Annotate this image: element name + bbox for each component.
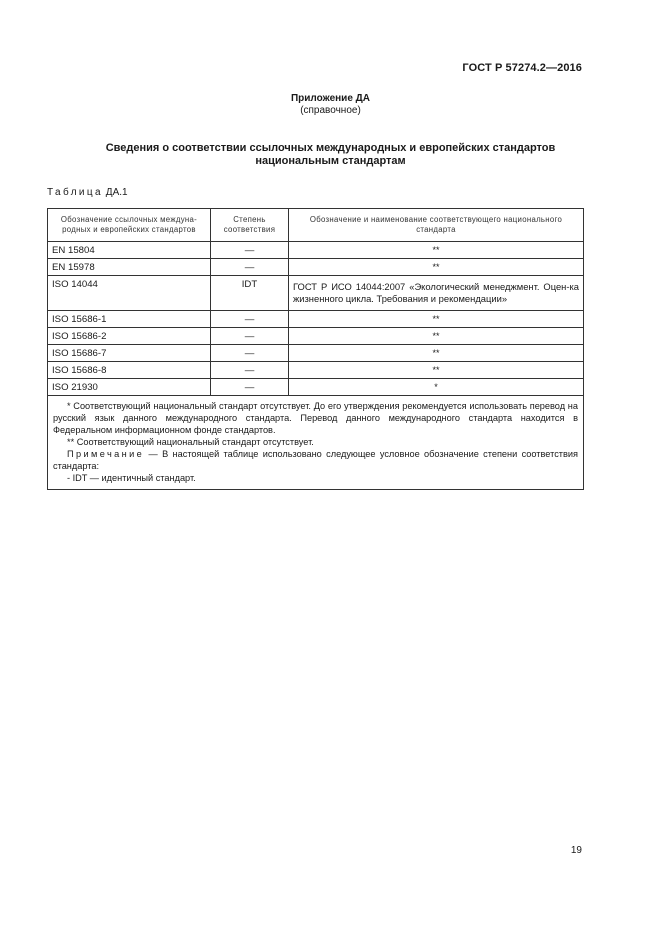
cell-code: ISO 14044 [48, 276, 211, 311]
cell-national: ** [289, 242, 584, 259]
cell-national: ** [289, 328, 584, 345]
cell-degree: — [211, 311, 289, 328]
cell-code: EN 15804 [48, 242, 211, 259]
note-label: Примечание [67, 449, 145, 459]
note-text: — В настоящей таблице использовано следующее условное обозначение степени соответствия стандарта: [53, 449, 578, 471]
section-heading-line-2: национальным стандартам [255, 155, 406, 167]
section-heading [60, 142, 601, 168]
page-number: 19 [570, 845, 582, 856]
cell-national: ** [289, 362, 584, 379]
correspondence-table [47, 208, 584, 490]
cell-code: ISO 15686-8 [48, 362, 211, 379]
section-heading-line-1: Сведения о соответствии ссылочных международных и европейских стандартов [105, 142, 556, 154]
table-row [48, 311, 584, 328]
table-row [48, 276, 584, 311]
appendix-header [0, 93, 661, 117]
cell-degree: — [211, 328, 289, 345]
cell-code: EN 15978 [48, 259, 211, 276]
cell-code: ISO 15686-7 [48, 345, 211, 362]
table-row [48, 259, 584, 276]
table-row [48, 345, 584, 362]
table-caption-number: ДА.1 [105, 187, 128, 198]
cell-national: ** [289, 345, 584, 362]
table-row [48, 362, 584, 379]
cell-national: * [289, 379, 584, 396]
table-caption [47, 187, 128, 198]
cell-degree: — [211, 379, 289, 396]
cell-degree: — [211, 259, 289, 276]
cell-degree: — [211, 345, 289, 362]
note-remark [53, 448, 578, 472]
header-reference-standard: Обозначение ссылочных междуна-родных и европейских стандартов [48, 209, 211, 242]
table-notes [48, 396, 584, 490]
table-caption-word: Таблица [47, 187, 104, 198]
document-code: ГОСТ Р 57274.2—2016 [462, 62, 582, 74]
table-header-row [48, 209, 584, 242]
table-row [48, 242, 584, 259]
cell-national: ГОСТ Р ИСО 14044:2007 «Экологический менеджмент. Оцен-ка жизненного цикла. Требования и рекомендации» [289, 276, 584, 311]
note-double-star: ** Соответствующий национальный стандарт отсутствует. [67, 437, 314, 447]
cell-degree: — [211, 242, 289, 259]
cell-code: ISO 15686-1 [48, 311, 211, 328]
table-row [48, 328, 584, 345]
note-idt: - IDT — идентичный стандарт. [67, 473, 196, 483]
cell-national: ** [289, 311, 584, 328]
header-degree: Степень соответствия [211, 209, 289, 242]
cell-degree: — [211, 362, 289, 379]
cell-code: ISO 21930 [48, 379, 211, 396]
cell-degree: IDT [211, 276, 289, 311]
header-national-standard: Обозначение и наименование соответствующего национального стандарта [289, 209, 584, 242]
note-single-star: * Соответствующий национальный стандарт отсутствует. До его утверждения рекомендуется использовать перевод на русский язык данного международного стандарта. Перевод данного международного стандарта находится в Федеральном информационном фонде стандартов. [53, 401, 578, 435]
cell-national: ** [289, 259, 584, 276]
appendix-subtitle: (справочное) [300, 105, 361, 116]
cell-code: ISO 15686-2 [48, 328, 211, 345]
table-row [48, 379, 584, 396]
table-notes-row [48, 396, 584, 490]
appendix-title: Приложение ДА [290, 93, 371, 104]
